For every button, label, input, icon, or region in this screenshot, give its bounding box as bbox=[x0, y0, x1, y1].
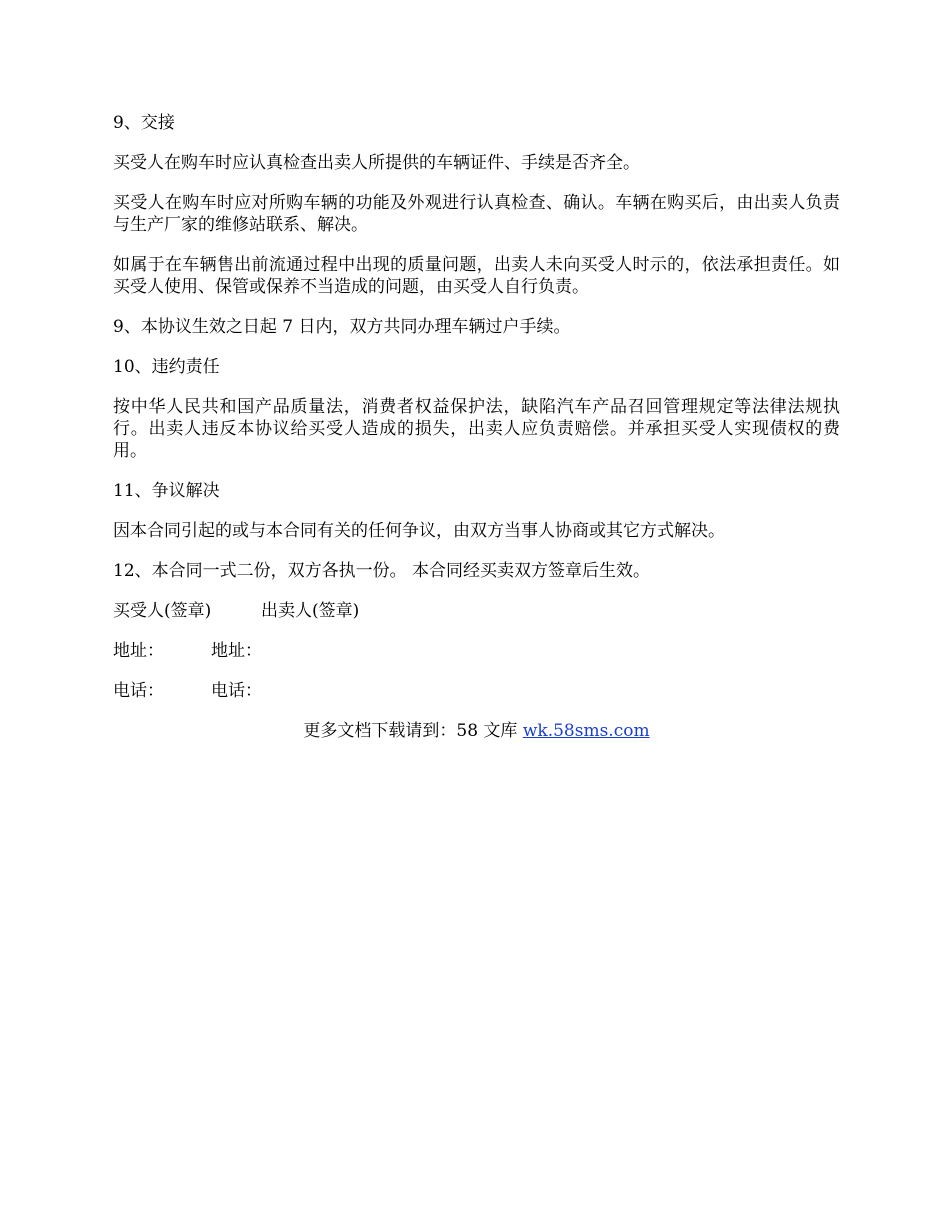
section-heading-handover: 9、交接 bbox=[113, 113, 175, 133]
paragraph: 买受人在购车时应对所购车辆的功能及外观进行认真检查、确认。车辆在购买后，由出卖人负责与生产厂家的维修站联系、解决。 bbox=[113, 193, 840, 235]
paragraph: 如属于在车辆售出前流通过程中出现的质量问题，出卖人未向买受人时示的，依法承担责任。如买受人使用、保管或保养不当造成的问题，由买受人自行负责。 bbox=[113, 255, 840, 297]
footer-note bbox=[113, 720, 840, 742]
seller-phone-label: 电话： bbox=[211, 681, 262, 701]
phone-row bbox=[113, 680, 840, 702]
section-heading-dispute: 11、争议解决 bbox=[113, 481, 220, 501]
address-row bbox=[113, 640, 840, 662]
buyer-signature-label: 买受人(签章) bbox=[113, 601, 212, 621]
buyer-address-label: 地址： bbox=[113, 641, 164, 661]
document-page bbox=[113, 112, 840, 742]
seller-address-label: 地址： bbox=[211, 641, 262, 661]
paragraph: 9、本协议生效之日起 7 日内，双方共同办理车辆过户手续。 bbox=[113, 317, 571, 337]
signature-row bbox=[113, 600, 840, 622]
paragraph: 按中华人民共和国产品质量法，消费者权益保护法，缺陷汽车产品召回管理规定等法律法规执行。出卖人违反本协议给买受人造成的损失，出卖人应负责赔偿。并承担买受人实现债权的费用。 bbox=[113, 397, 840, 461]
section-heading-liability: 10、违约责任 bbox=[113, 357, 220, 377]
paragraph: 12、本合同一式二份，双方各执一份。 本合同经买卖双方签章后生效。 bbox=[113, 561, 651, 581]
footer-text: 更多文档下载请到：58 文库 bbox=[303, 721, 523, 741]
paragraph: 因本合同引起的或与本合同有关的任何争议，由双方当事人协商或其它方式解决。 bbox=[113, 521, 725, 541]
seller-signature-label: 出卖人(签章) bbox=[261, 601, 360, 621]
buyer-phone-label: 电话： bbox=[113, 681, 164, 701]
footer-link[interactable]: wk.58sms.com bbox=[522, 721, 650, 741]
paragraph: 买受人在购车时应认真检查出卖人所提供的车辆证件、手续是否齐全。 bbox=[113, 153, 640, 173]
